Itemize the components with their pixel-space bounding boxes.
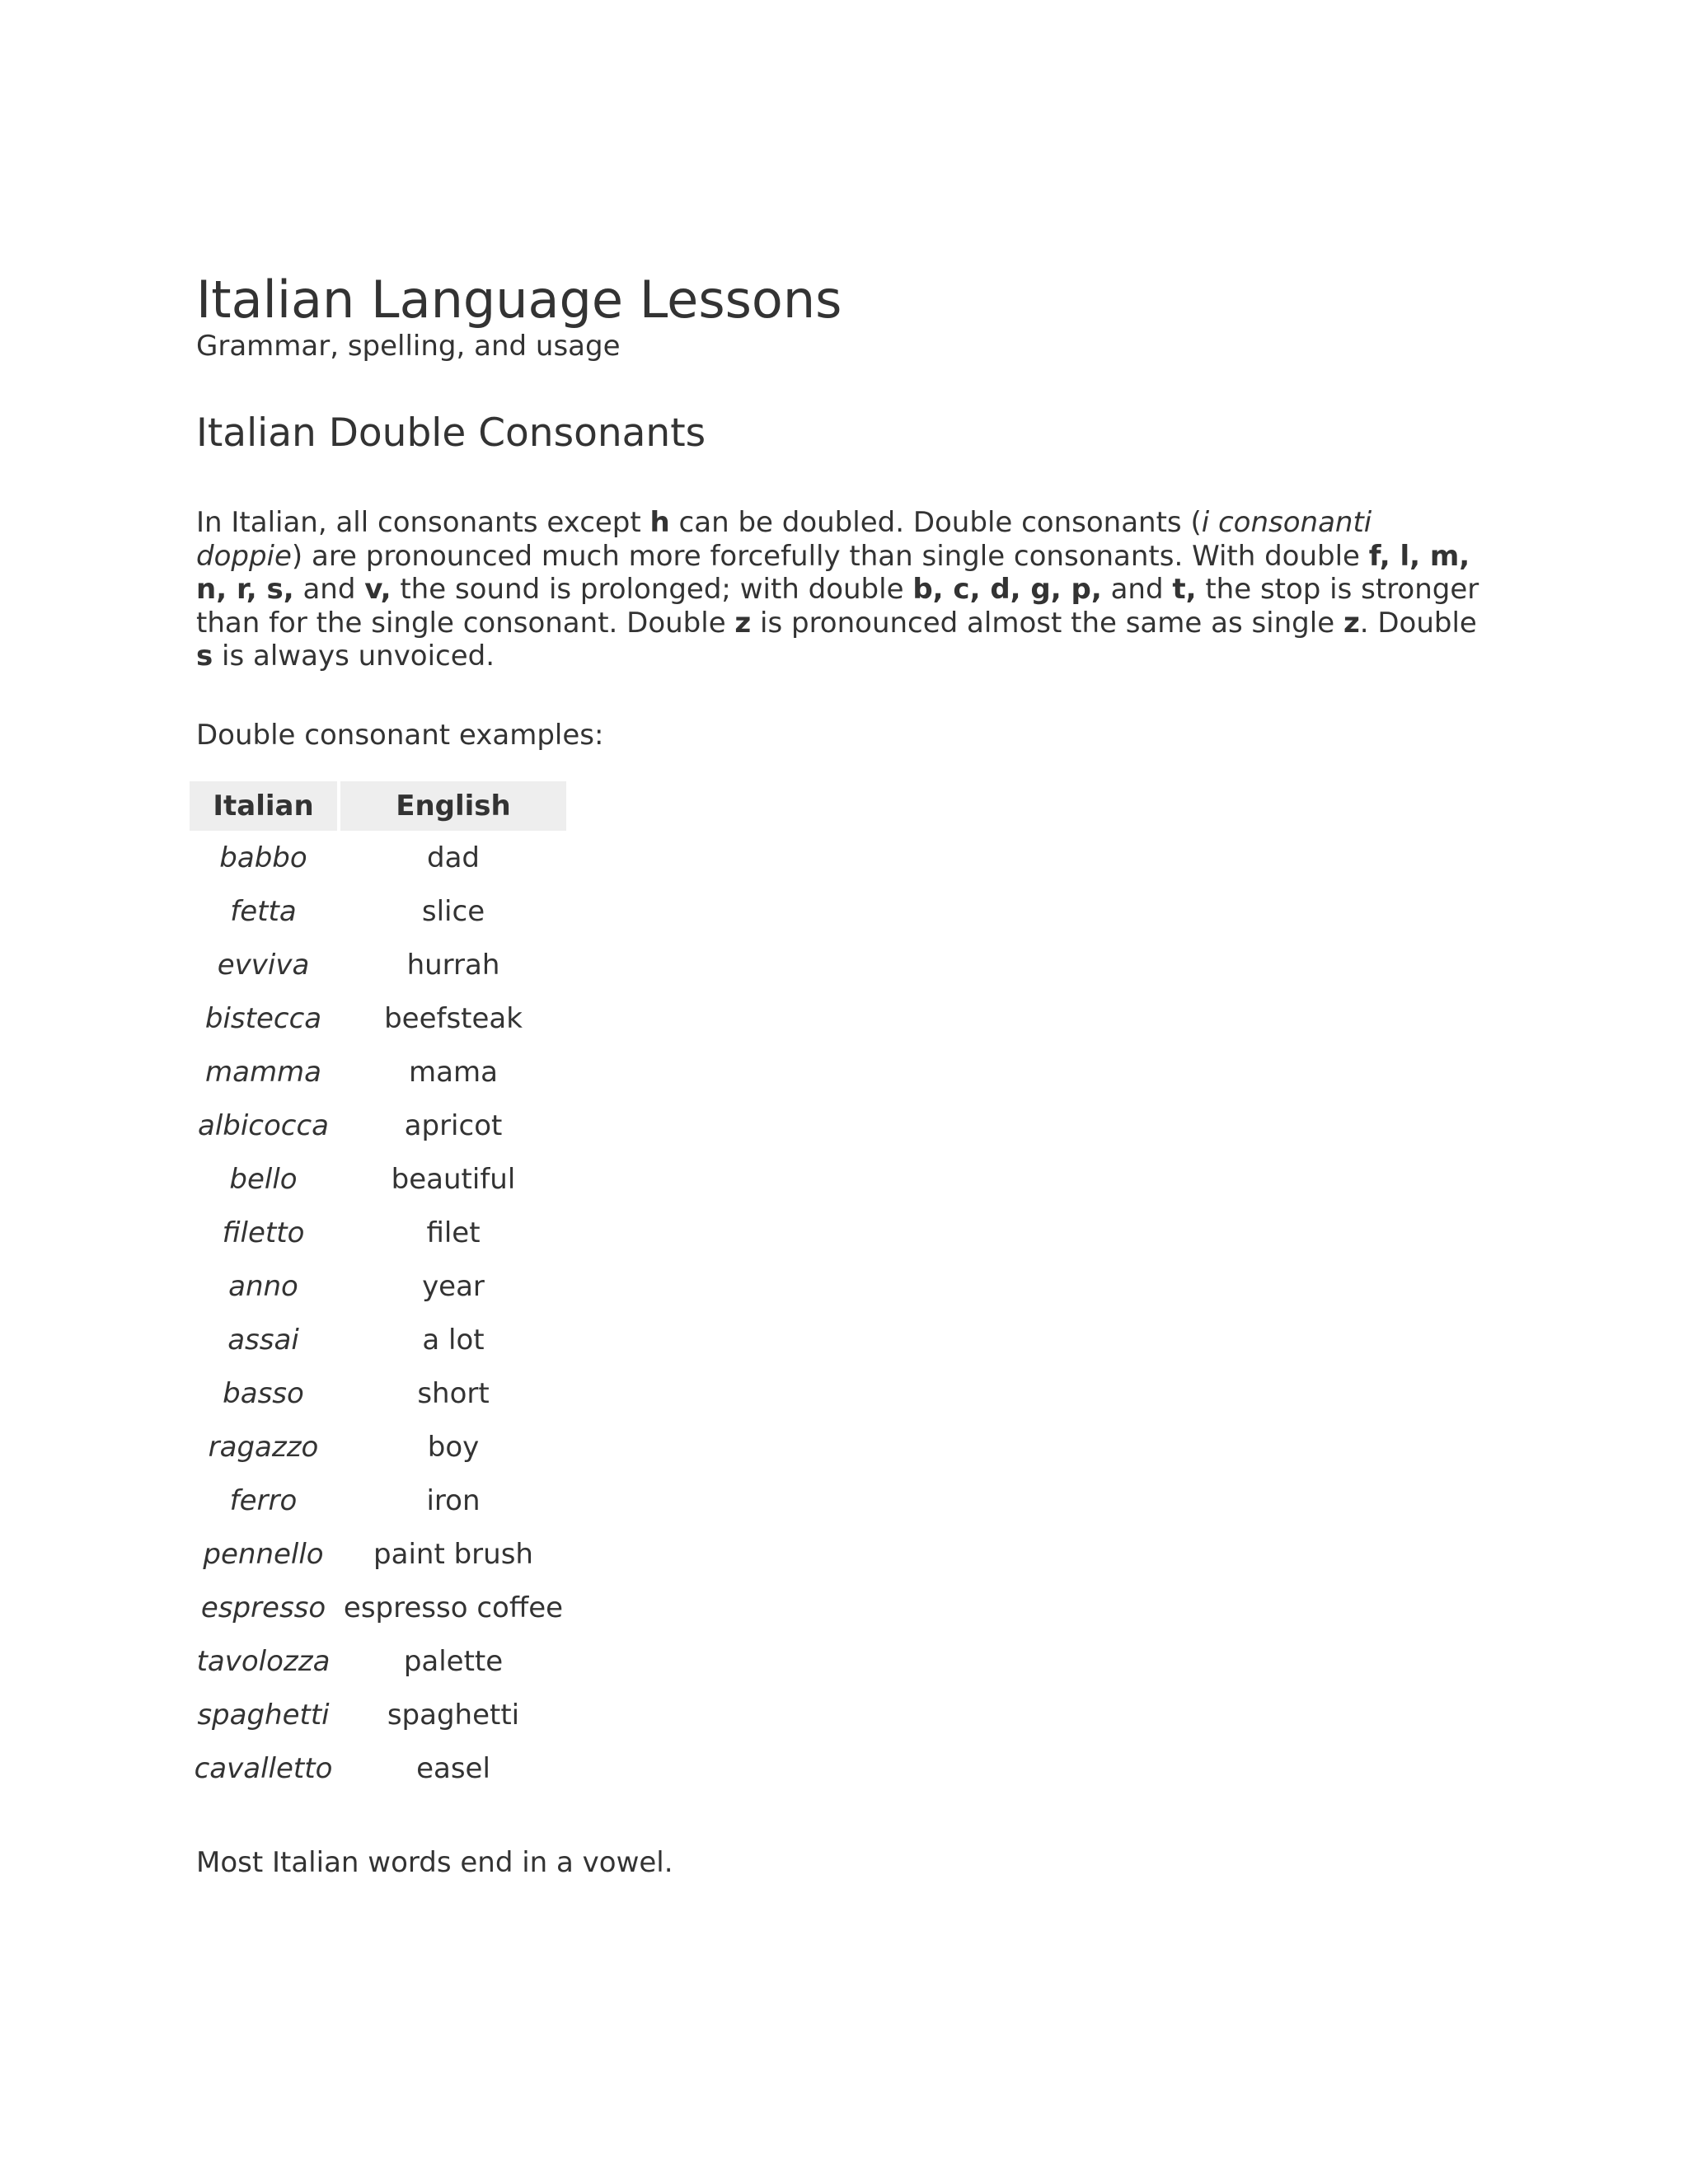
intro-text: the stop is stronger than for the single consonant. Double	[196, 573, 1479, 640]
english-word-cell: short	[417, 1376, 490, 1410]
english-word-cell: boy	[427, 1430, 480, 1464]
column-header-english: English	[340, 781, 566, 831]
intro-bold-text: s	[196, 640, 213, 673]
table-row	[190, 1206, 566, 1259]
english-word-cell: espresso coffee	[343, 1591, 564, 1624]
intro-bold-text: h	[649, 506, 670, 539]
document-page	[194, 269, 1515, 1879]
intro-text: and	[1101, 573, 1173, 606]
intro-bold-text: z	[1343, 606, 1360, 640]
vocabulary-table	[186, 781, 570, 1795]
intro-text: and	[293, 573, 365, 606]
table-row	[190, 1741, 566, 1795]
column-header-italian: Italian	[190, 781, 337, 831]
english-word-cell: easel	[416, 1751, 490, 1785]
table-row	[190, 991, 566, 1045]
italian-word-cell: ferro	[229, 1483, 298, 1517]
english-word-cell: beefsteak	[384, 1001, 523, 1035]
table-row	[190, 1366, 566, 1420]
english-word-cell: mama	[409, 1055, 498, 1089]
table-header-row	[190, 781, 566, 831]
intro-text: can be doubled. Double consonants (	[669, 506, 1202, 539]
italian-word-cell: evviva	[217, 948, 310, 982]
table-row	[190, 831, 566, 884]
italian-word-cell: spaghetti	[197, 1698, 330, 1732]
italian-word-cell: cavalletto	[194, 1751, 333, 1785]
intro-bold-text: f, l, m, n, r, s,	[196, 539, 1470, 606]
english-word-cell: a lot	[422, 1323, 485, 1357]
english-word-cell: paint brush	[373, 1537, 533, 1571]
examples-label: Double consonant examples:	[196, 719, 604, 752]
italian-word-cell: espresso	[200, 1591, 326, 1624]
english-word-cell: hurrah	[406, 948, 500, 982]
english-word-cell: spaghetti	[387, 1698, 520, 1732]
table-row	[190, 1581, 566, 1634]
english-word-cell: dad	[427, 841, 480, 874]
table-row	[190, 1099, 566, 1152]
italian-word-cell: bistecca	[204, 1001, 322, 1035]
table-body	[190, 831, 566, 1795]
english-word-cell: year	[422, 1269, 485, 1303]
table-row	[190, 1688, 566, 1741]
english-word-cell: slice	[421, 894, 485, 928]
table-row	[190, 1527, 566, 1581]
intro-bold-text: b, c, d, g, p,	[912, 573, 1102, 606]
table-row	[190, 884, 566, 938]
table-row	[190, 1474, 566, 1527]
table-row	[190, 1259, 566, 1313]
section-heading: Italian Double Consonants	[196, 410, 706, 456]
intro-text: is always unvoiced.	[213, 640, 495, 673]
italian-word-cell: fetta	[230, 894, 297, 928]
english-word-cell: palette	[403, 1644, 504, 1678]
intro-text: In Italian, all consonants except	[196, 506, 650, 539]
italian-word-cell: anno	[228, 1269, 298, 1303]
closing-paragraph: Most Italian words end in a vowel.	[196, 1846, 673, 1879]
italian-word-cell: basso	[223, 1376, 304, 1410]
table-row	[190, 1045, 566, 1099]
italian-word-cell: tavolozza	[196, 1644, 331, 1678]
table-row	[190, 1152, 566, 1206]
intro-italic-text: i consonanti doppie	[196, 506, 1372, 573]
page-title: Italian Language Lessons	[196, 269, 842, 330]
italian-word-cell: albicocca	[197, 1108, 330, 1142]
english-word-cell: iron	[426, 1483, 481, 1517]
italian-word-cell: bello	[229, 1162, 298, 1196]
italian-word-cell: filetto	[222, 1216, 305, 1249]
table-row	[190, 1313, 566, 1366]
italian-word-cell: ragazzo	[208, 1430, 319, 1464]
table-row	[190, 1420, 566, 1474]
english-word-cell: filet	[426, 1216, 481, 1249]
page-subtitle: Grammar, spelling, and usage	[196, 330, 621, 363]
italian-word-cell: babbo	[219, 841, 307, 874]
table-row	[190, 1634, 566, 1688]
intro-text: ) are pronounced much more forcefully than single consonants. With double	[291, 539, 1369, 573]
intro-paragraph	[196, 506, 1486, 673]
intro-text: the sound is prolonged; with double	[391, 573, 913, 606]
intro-text: is pronounced almost the same as single	[751, 606, 1343, 640]
english-word-cell: apricot	[404, 1108, 503, 1142]
english-word-cell: beautiful	[391, 1162, 516, 1196]
intro-text: . Double	[1359, 606, 1477, 640]
italian-word-cell: mamma	[204, 1055, 322, 1089]
italian-word-cell: assai	[227, 1323, 299, 1357]
intro-bold-text: z	[734, 606, 752, 640]
table-row	[190, 938, 566, 991]
intro-bold-text: t,	[1172, 573, 1197, 606]
italian-word-cell: pennello	[203, 1537, 324, 1571]
intro-bold-text: v,	[364, 573, 392, 606]
